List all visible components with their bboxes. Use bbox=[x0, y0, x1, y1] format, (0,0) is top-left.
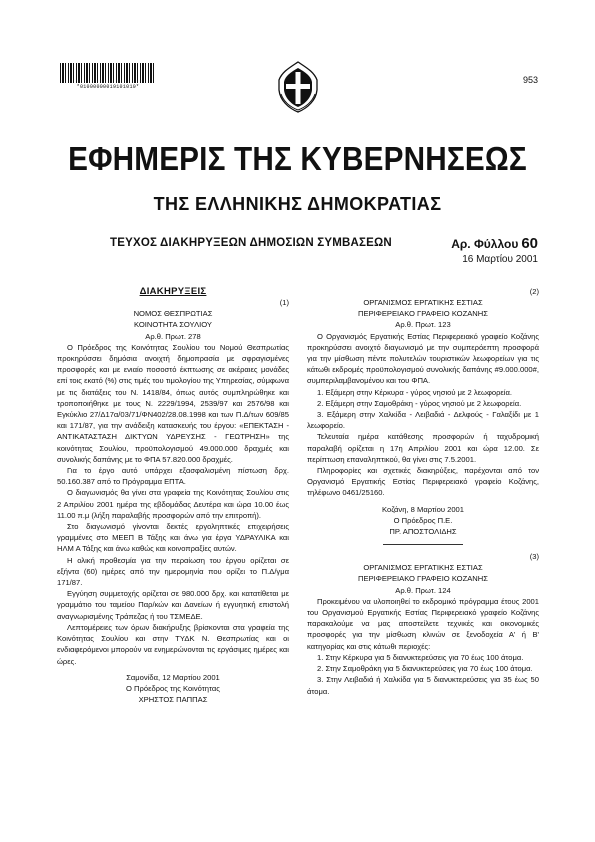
sheet-number-line bbox=[451, 235, 538, 252]
left-column bbox=[57, 286, 289, 705]
notice-divider bbox=[383, 544, 463, 545]
notice-protocol: Αρ.θ. Πρωτ. 123 bbox=[395, 320, 451, 330]
right-column bbox=[307, 286, 539, 697]
list-item: 3. Εξάμερη στην Χαλκίδα - Λειβαδιά - Δελφούς - Γαλαξίδι με 1 λεωφορείο. bbox=[307, 410, 539, 431]
notice-signer-title: Ο Πρόεδρος Π.Ε. bbox=[393, 515, 453, 525]
notice-protocol: Αρ.θ. Πρωτ. 124 bbox=[395, 585, 451, 595]
gazette-title: ΕΦΗΜΕΡΙΣ ΤΗΣ ΚΥΒΕΡΝΗΣΕΩΣ bbox=[68, 140, 527, 177]
notice-paragraph: Στο διαγωνισμό γίνονται δεκτές εργοληπτικές επιχειρήσεις γραμμένες στο ΜΕΕΠ Β Τάξης και άνω για έργα ΥΔΡΑΥΛΙΚΑ και ΗΛΜ Α Τάξης και άνω καθώς και κοινοπραξίες αυτών. bbox=[57, 522, 289, 554]
notice-org-line: ΠΕΡΙΦΕΡΕΙΑΚΟ ΓΡΑΦΕΙΟ ΚΟΖΑΝΗΣ bbox=[358, 309, 488, 319]
notice-place-date: Κοζάνη, 8 Μαρτίου 2001 bbox=[382, 504, 464, 514]
notice-org-line: ΟΡΓΑΝΙΣΜΟΣ ΕΡΓΑΤΙΚΗΣ ΕΣΤΙΑΣ bbox=[363, 563, 483, 573]
notice-place-date: Σαμονίδα, 12 Μαρτίου 2001 bbox=[126, 672, 220, 682]
notice-paragraph: Η ολική προθεσμία για την περαίωση του έργου ορίζεται σε εξήντα (60) ημέρες από την ημερομηνία που ορίζει το Π.Δ/γμα 171/87. bbox=[57, 555, 289, 588]
notice-signer-title: Ο Πρόεδρος της Κοινότητας bbox=[126, 683, 220, 693]
notice-paragraph: Για το έργο αυτό υπάρχει εξασφαλισμένη πίστωση δρχ. 50.160.387 από το Πρόγραμμα ΕΠΤΑ. bbox=[57, 466, 289, 487]
sheet-number: 60 bbox=[521, 235, 538, 252]
barcode-bars bbox=[60, 63, 156, 83]
notice-paragraph: Ο Πρόεδρος της Κοινότητας Σουλίου του Νομού Θεσπρωτίας προκηρύσσει δημόσια ανοιχτή δημοπρασία με σφραγισμένες προσφορές και με ενιαίο ποσοστό έκπτωσης σε ακέραιες μονάδες επί τοις εκατό (%) στις τιμές του τιμολογίου της Υπηρεσίας, σύμφωνα με τις διατάξεις του Ν. 1418/84, όπως αυτός συμπληρώθηκε και τροποποιήθηκε με τους Ν. 2229/1994, 2539/97 και 2576/98 και Εγκύκλιο 27/Δ17α/03/71/ΦΝ402/28.08.1998 και των Π.Δ/των 609/85 και 171/87, για την ανάδειξη κατασκευής του έργου: «ΕΠΕΚΤΑΣΗ - ΑΝΤΙΚΑΤΑΣΤΑΣΗ ΔΙΚΤΥΩΝ ΥΔΡΕΥΣΗΣ - ΓΕΩΤΡΗΣΗ» της κοινότητας Σουλίου, προϋπολογισμού 49.000.000 δραχμές και συνολικής δαπάνης με το ΦΠΑ 57.820.000 δραχμές. bbox=[57, 342, 289, 464]
barcode-number: *01000000019101010* bbox=[76, 84, 140, 90]
notice-paragraph: Λεπτομέρειες των όρων διακήρυξης βρίσκονται στα γραφεία της Κοινότητας Σουλίου και στην ΤΥΔΚ Ν. Θεσπρωτίας και οι ενδιαφερόμενοι μπορούν να ενημερώνονται τις εργάσιμες ημέρες και ώρες. bbox=[57, 622, 289, 666]
page-number: 953 bbox=[522, 75, 538, 85]
list-item: 1. Στην Κέρκυρα για 5 διανυκτερεύσεις για 70 έως 100 άτομα. bbox=[317, 652, 524, 662]
sheet-number-label: Αρ. Φύλλου bbox=[451, 237, 519, 251]
notice-paragraph: Πληροφορίες και σχετικές διακηρύξεις, παρέχονται από τον Οργανισμό Εργατικής Εστίας Περιφερειακό γραφείο Κοζάνης, τηλέφωνο 0461/25160. bbox=[307, 466, 539, 498]
notice-org-line: ΠΕΡΙΦΕΡΕΙΑΚΟ ΓΡΑΦΕΙΟ ΚΟΖΑΝΗΣ bbox=[358, 574, 488, 584]
notice-paragraph: Τελευταία ημέρα κατάθεσης προσφορών ή ταχυδρομική παραλαβή ορίζεται η 17η Απριλίου 2001 και ώρα 12.00. Σε περίπτωση επαναληπτικού, θα γίνει στις 7.5.2001. bbox=[307, 432, 539, 464]
notice-org-line: ΝΟΜΟΣ ΘΕΣΠΡΩΤΙΑΣ bbox=[133, 309, 213, 319]
notice-number: (2) bbox=[529, 287, 539, 296]
notice-paragraph: Προκειμένου να υλοποιηθεί το εκδρομικό πρόγραμμα έτους 2001 του Οργανισμού Εργατικής Εστίας Περιφερειακό γραφείο Κοζάνης παρακαλούμε να μας αποστείλετε τεχνικές και οικονομικές προσφορές για την μίσθωση κλινών σε ξενοδοχεία Α' ή Β' κατηγορίας και στις κάτωθι περιοχές: bbox=[307, 596, 539, 651]
section-heading: ΔΙΑΚΗΡΥΞΕΙΣ bbox=[139, 286, 207, 297]
issue-date: 16 Μαρτίου 2001 bbox=[462, 254, 538, 265]
coat-of-arms-icon bbox=[276, 60, 320, 114]
notice-number: (3) bbox=[529, 552, 539, 562]
notice-org-line: ΚΟΙΝΟΤΗΤΑ ΣΟΥΛΙΟΥ bbox=[134, 320, 212, 330]
notice-paragraph: Εγγύηση συμμετοχής ορίζεται σε 980.000 δρχ. και κατατίθεται με γραμμάτιο του ταμείου Παρ/κών και Δανείων ή εγγυητική επιστολή αναγνωρισμένης Τράπεζας ή του ΤΣΜΕΔΕ. bbox=[57, 589, 289, 621]
notice-number: (1) bbox=[279, 298, 289, 308]
notice-signer-name: ΧΡΗΣΤΟΣ ΠΑΠΠΑΣ bbox=[138, 695, 208, 705]
notice-protocol: Αρ.θ. Πρωτ. 278 bbox=[145, 331, 201, 341]
notice-paragraph: Ο διαγωνισμός θα γίνει στα γραφεία της Κοινότητας Σουλίου στις 2 Απριλίου 2001 ημέρα της εβδομάδας Δευτέρα και ώρα 10.00 έως 11.00 π.μ (λήξη παραλαβής προσφορών από την επιτροπή). bbox=[57, 488, 289, 520]
notice-org-line: ΟΡΓΑΝΙΣΜΟΣ ΕΡΓΑΤΙΚΗΣ ΕΣΤΙΑΣ bbox=[363, 298, 483, 307]
notice-signer-name: ΠΡ. ΑΠΟΣΤΟΛΙΔΗΣ bbox=[389, 527, 457, 537]
list-item: 3. Στην Λειβαδιά ή Χαλκίδα για 5 διανυκτερεύσεις για 35 έως 50 άτομα. bbox=[307, 675, 539, 696]
list-item: 2. Στην Σαμοθράκη για 5 διανυκτερεύσεις για 70 έως 100 άτομα. bbox=[317, 664, 533, 674]
list-item: 2. Εξάμερη στην Σαμοθράκη - γύρος νησιού με 2 λεωφορεία. bbox=[317, 398, 522, 408]
list-item: 1. Εξάμερη στην Κέρκυρα - γύρος νησιού με 2 λεωφορεία. bbox=[317, 387, 512, 397]
gazette-subtitle: ΤΗΣ ΕΛΛΗΝΙΚΗΣ ΔΗΜΟΚΡΑΤΙΑΣ bbox=[153, 194, 442, 214]
issue-series: ΤΕΥΧΟΣ ΔΙΑΚΗΡΥΞΕΩΝ ΔΗΜΟΣΙΩΝ ΣΥΜΒΑΣΕΩΝ bbox=[110, 237, 392, 249]
notice-paragraph: Ο Οργανισμός Εργατικής Εστίας Περιφερειακό γραφείο Κοζάνης προκηρύσσει ανοιχτό διαγωνισμό με την συμπερόεπτη προσφορά για την μίσθωση πέντε πολυτελών τουριστικών λεωφορείων για τις κάτωθι εκδρομές προϋπολογισμού συνολικής δαπάνης #9.000.000#, συμπεριλαμβανομένου και του ΦΠΑ. bbox=[307, 331, 539, 386]
barcode bbox=[60, 63, 156, 91]
